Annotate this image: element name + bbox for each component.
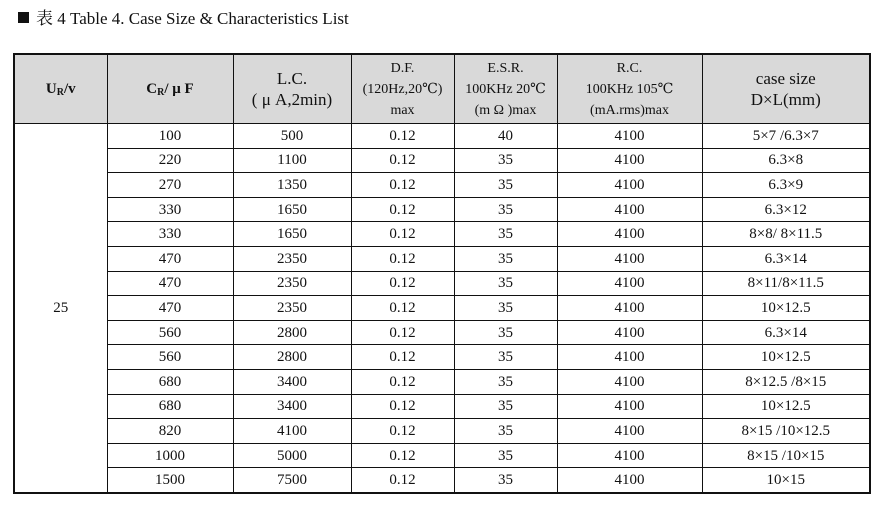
capacitance-cell: 470 [107,271,233,296]
esr-cell: 35 [454,394,557,419]
esr-cell: 35 [454,173,557,198]
capacitance-cell: 1500 [107,468,233,493]
header-case-size: case size D×L(mm) [702,54,870,124]
dissipation-factor-cell: 0.12 [351,443,454,468]
capacitance-cell: 680 [107,369,233,394]
capacitance-cell: 470 [107,296,233,321]
table-row [14,148,870,173]
capacitance-cell: 680 [107,394,233,419]
dissipation-factor-cell: 0.12 [351,271,454,296]
esr-cell: 35 [454,419,557,444]
dissipation-factor-cell: 0.12 [351,222,454,247]
dissipation-factor-cell: 0.12 [351,246,454,271]
ripple-current-cell: 4100 [557,419,702,444]
header-leakage-current: L.C. ( μ A,2min) [233,54,351,124]
dissipation-factor-cell: 0.12 [351,394,454,419]
leakage-current-cell: 4100 [233,419,351,444]
ripple-current-cell: 4100 [557,468,702,493]
case-size-cell: 10×12.5 [702,345,870,370]
esr-cell: 35 [454,246,557,271]
case-size-cell: 8×8/ 8×11.5 [702,222,870,247]
dissipation-factor-cell: 0.12 [351,173,454,198]
case-size-cell: 8×15 /10×12.5 [702,419,870,444]
ripple-current-cell: 4100 [557,271,702,296]
case-size-cell: 6.3×9 [702,173,870,198]
leakage-current-cell: 3400 [233,369,351,394]
table-row [14,369,870,394]
esr-cell: 40 [454,124,557,149]
table-row [14,173,870,198]
leakage-current-cell: 3400 [233,394,351,419]
case-size-cell: 8×11/8×11.5 [702,271,870,296]
table-row [14,222,870,247]
case-size-cell: 8×15 /10×15 [702,443,870,468]
capacitance-cell: 270 [107,173,233,198]
ripple-current-cell: 4100 [557,443,702,468]
esr-cell: 35 [454,369,557,394]
esr-cell: 35 [454,320,557,345]
ripple-current-cell: 4100 [557,222,702,247]
dissipation-factor-cell: 0.12 [351,296,454,321]
leakage-current-cell: 1350 [233,173,351,198]
case-size-cell: 6.3×14 [702,320,870,345]
leakage-current-cell: 2800 [233,320,351,345]
ripple-current-cell: 4100 [557,246,702,271]
table-row [14,320,870,345]
header-dissipation-factor: D.F. (120Hz,20℃) max [351,54,454,124]
capacitance-cell: 470 [107,246,233,271]
ripple-current-cell: 4100 [557,369,702,394]
ripple-current-cell: 4100 [557,394,702,419]
table-row [14,468,870,493]
ripple-current-cell: 4100 [557,173,702,198]
capacitance-cell: 330 [107,222,233,247]
dissipation-factor-cell: 0.12 [351,124,454,149]
table-row [14,124,870,149]
table-caption [18,9,349,29]
rated-voltage-cell: 25 [14,124,107,493]
leakage-current-cell: 1650 [233,197,351,222]
esr-cell: 35 [454,271,557,296]
ripple-current-cell: 4100 [557,296,702,321]
table-row [14,197,870,222]
table-row [14,271,870,296]
dissipation-factor-cell: 0.12 [351,369,454,394]
case-size-cell: 10×12.5 [702,394,870,419]
table-row [14,394,870,419]
ripple-current-cell: 4100 [557,197,702,222]
leakage-current-cell: 7500 [233,468,351,493]
header-rated-voltage: $U_R/v$ [14,54,107,124]
table-row [14,443,870,468]
leakage-current-cell: 500 [233,124,351,149]
header-ripple-current: R.C. 100KHz 105℃ (mA.rms)max [557,54,702,124]
ripple-current-cell: 4100 [557,320,702,345]
capacitance-cell: 220 [107,148,233,173]
header-capacitance: $C_R/$ μ F [107,54,233,124]
leakage-current-cell: 2350 [233,296,351,321]
header-row [14,54,870,124]
esr-cell: 35 [454,148,557,173]
esr-cell: 35 [454,197,557,222]
square-bullet-icon [18,12,29,23]
case-size-cell: 10×12.5 [702,296,870,321]
table-row [14,419,870,444]
leakage-current-cell: 1650 [233,222,351,247]
dissipation-factor-cell: 0.12 [351,345,454,370]
dissipation-factor-cell: 0.12 [351,419,454,444]
esr-cell: 35 [454,345,557,370]
case-size-cell: 10×15 [702,468,870,493]
ripple-current-cell: 4100 [557,345,702,370]
esr-cell: 35 [454,443,557,468]
dissipation-factor-cell: 0.12 [351,468,454,493]
leakage-current-cell: 5000 [233,443,351,468]
capacitance-cell: 560 [107,320,233,345]
case-size-cell: 6.3×14 [702,246,870,271]
leakage-current-cell: 1100 [233,148,351,173]
capacitance-cell: 820 [107,419,233,444]
capacitance-cell: 560 [107,345,233,370]
esr-cell: 35 [454,296,557,321]
dissipation-factor-cell: 0.12 [351,197,454,222]
case-size-cell: 6.3×8 [702,148,870,173]
characteristics-table [13,53,871,494]
leakage-current-cell: 2350 [233,271,351,296]
case-size-cell: 5×7 /6.3×7 [702,124,870,149]
table-row [14,345,870,370]
case-size-cell: 6.3×12 [702,197,870,222]
table-row [14,296,870,321]
dissipation-factor-cell: 0.12 [351,320,454,345]
esr-cell: 35 [454,468,557,493]
header-esr: E.S.R. 100KHz 20℃ (m Ω )max [454,54,557,124]
capacitance-cell: 1000 [107,443,233,468]
ripple-current-cell: 4100 [557,124,702,149]
leakage-current-cell: 2350 [233,246,351,271]
dissipation-factor-cell: 0.12 [351,148,454,173]
capacitance-cell: 100 [107,124,233,149]
leakage-current-cell: 2800 [233,345,351,370]
esr-cell: 35 [454,222,557,247]
case-size-cell: 8×12.5 /8×15 [702,369,870,394]
ripple-current-cell: 4100 [557,148,702,173]
capacitance-cell: 330 [107,197,233,222]
caption-text: 表 4 Table 4. Case Size & Characteristics List [36,9,349,28]
table-row [14,246,870,271]
